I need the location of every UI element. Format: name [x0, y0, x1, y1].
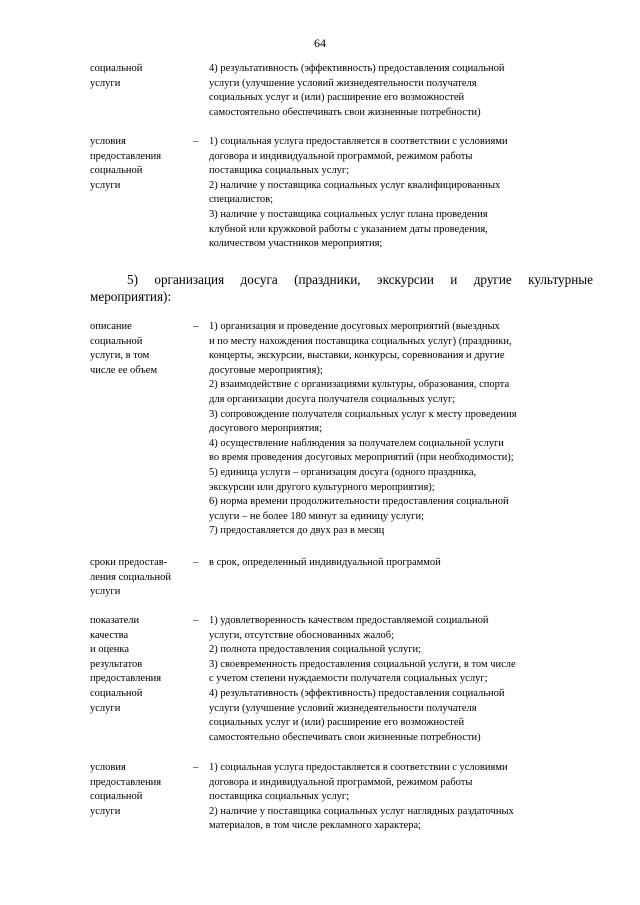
- section-row: [90, 761, 590, 834]
- section-items: [209, 135, 590, 252]
- section-label: описание социальной услуги, в том числе ее объем: [90, 321, 158, 376]
- list-item: 2) наличие у поставщика социальных услуг квалифицированных специалистов;: [209, 179, 501, 206]
- section-quality-indicators: [90, 614, 590, 745]
- list-item: в срок, определенный индивидуальной программой: [209, 557, 441, 568]
- section-dash: –: [193, 615, 199, 626]
- list-item: 1) социальная услуга предоставляется в соответствии с условиями договора и индивидуальной программой, режимом работы поставщика социальных услуг;: [209, 136, 508, 177]
- list-item: 7) предоставляется до двух раз в месяц: [209, 525, 385, 537]
- section-label: социальной услуги: [90, 63, 143, 89]
- section-dash: –: [193, 136, 199, 147]
- section-conditions-top: [90, 135, 590, 252]
- section-items: [209, 556, 590, 571]
- list-item: 2) полнота предоставления социальной услуги;: [209, 644, 422, 656]
- list-item: 2) наличие у поставщика социальных услуг наглядных раздаточных материалов, в том числе рекламного характера;: [209, 805, 514, 832]
- section-label: условия предоставления социальной услуги: [90, 762, 162, 817]
- section-items: [209, 320, 590, 539]
- section-items: [209, 62, 590, 120]
- section-dash: –: [193, 557, 199, 568]
- list-item: 4) осуществление наблюдения за получателем социальной услуги во время проведения досуговых мероприятий (при необходимости);: [209, 437, 514, 464]
- section-row: [90, 320, 590, 539]
- section-row: [90, 614, 590, 745]
- list-item: 4) результативность (эффективность) предоставления социальной услуги (улучшение условий жизнедеятельности получателя социальных услуг и (или) расширение его возможностей самостоятельно обеспечивать свои жизненные потребности): [209, 687, 505, 743]
- section-row: [90, 556, 590, 600]
- section-dash: –: [193, 321, 199, 332]
- section-description: [90, 320, 590, 539]
- page-number: 64: [314, 36, 326, 50]
- list-item: 1) удовлетворенность качеством предоставляемой социальной услуги, отсутствие обоснованных жалоб;: [209, 615, 489, 641]
- heading-line-1: 5) организация досуга (праздники, экскурсии и другие культурные: [127, 272, 593, 287]
- list-item: 6) норма времени продолжительности предоставления социальной услуги – не более 180 минут за единицу услуги;: [209, 496, 509, 522]
- section-label: условия предоставления социальной услуги: [90, 136, 162, 191]
- list-item: 1) организация и проведение досуговых мероприятий (выездных и по месту нахождения поставщика социальных услуг) (праздники, концерты, экскурсии, выставки, конкурсы, соревнования и другие досуговые мероприятия);: [209, 321, 512, 376]
- section-items: [209, 614, 590, 745]
- heading-line-2: мероприятия):: [90, 289, 172, 304]
- section-row: [90, 62, 590, 120]
- section-row: [90, 135, 590, 252]
- section-label: сроки предостав- ления социальной услуги: [90, 557, 172, 598]
- section-items: [209, 761, 590, 834]
- section-conditions-bottom: [90, 761, 590, 834]
- section-quality-continuation: [90, 62, 590, 120]
- section-dash: –: [193, 762, 199, 773]
- list-item: 3) сопровождение получателя социальных услуг к месту проведения досугового мероприятия;: [209, 408, 517, 435]
- list-item: 1) социальная услуга предоставляется в соответствии с условиями договора и индивидуальной программой, режимом работы поставщика социальных услуг;: [209, 762, 508, 803]
- list-item: 3) наличие у поставщика социальных услуг плана проведения клубной или кружковой работы с указанием даты проведения, количеством участников мероприятия;: [209, 208, 488, 250]
- section-label: показатели качества и оценка результатов предоставления социальной услуги: [90, 615, 162, 714]
- section-heading: [90, 271, 593, 305]
- section-terms: [90, 556, 590, 600]
- list-item: 3) своевременность предоставления социальной услуги, в том числе с учетом степени нуждаемости получателя социальных услуг;: [209, 658, 516, 685]
- list-item: 2) взаимодействие с организациями культуры, образования, спорта для организации досуга получателя социальных услуг;: [209, 379, 510, 405]
- list-item: 4) результативность (эффективность) предоставления социальной услуги (улучшение условий жизнедеятельности получателя социальных услуг и (или) расширение его возможностей самостоятельно обеспечивать свои жизненные потребности): [209, 63, 505, 118]
- list-item: 5) единица услуги – организация досуга (одного праздника, экскурсии или другого культурного мероприятия);: [209, 466, 477, 493]
